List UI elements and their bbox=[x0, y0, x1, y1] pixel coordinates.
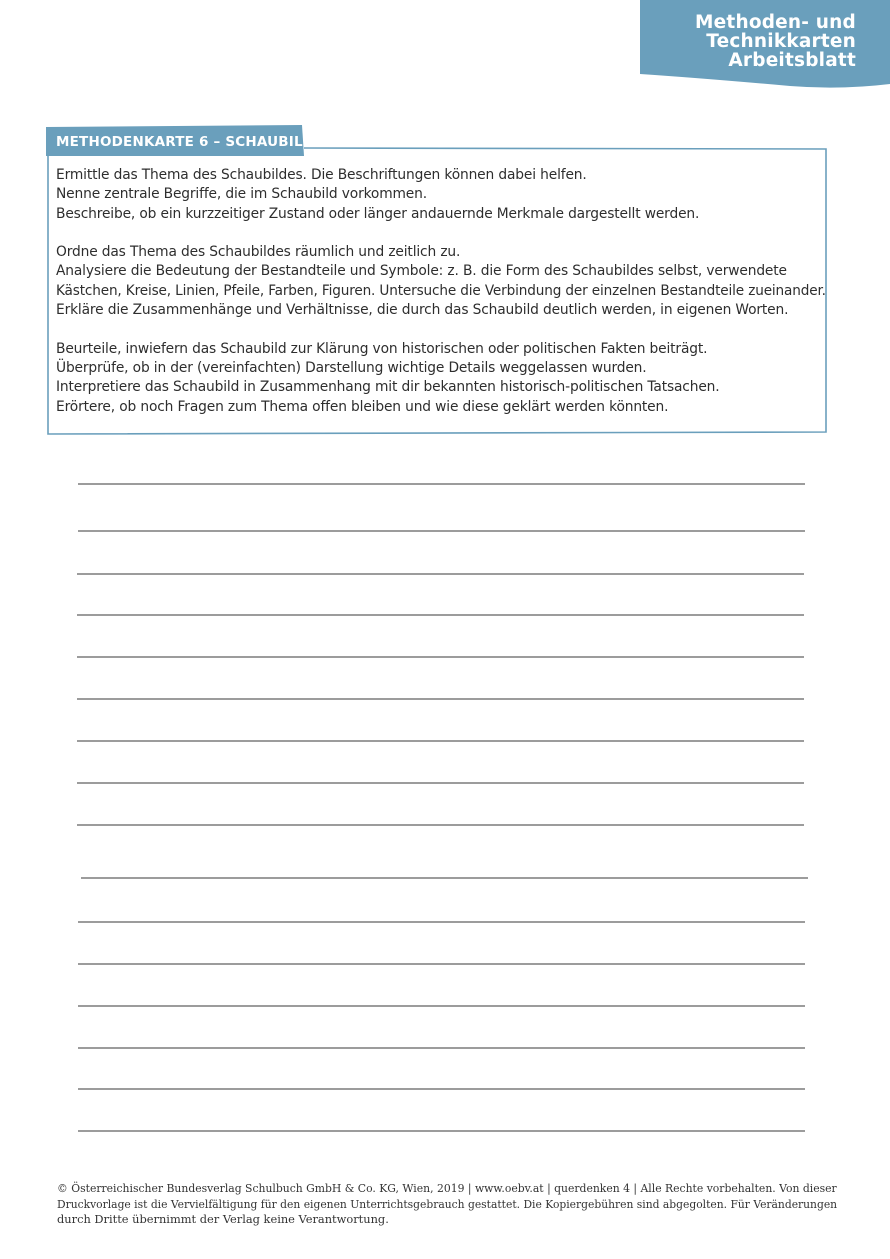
instruction-line: Ordne das Thema des Schaubildes räumlich und zeitlich zu. bbox=[56, 244, 461, 261]
instruction-paragraph bbox=[56, 243, 826, 320]
instruction-line: Erkläre die Zusammenhänge und Verhältnisse, die durch das Schaubild deutlich werden, in eigenen Worten. bbox=[56, 302, 789, 319]
instruction-line: Überprüfe, ob in der (vereinfachten) Darstellung wichtige Details weggelassen wurden. bbox=[56, 359, 647, 376]
tab-title-line: Technikkarten bbox=[706, 31, 856, 52]
instruction-line: Nenne zentrale Begriffe, die im Schaubild vorkommen. bbox=[56, 186, 427, 203]
copyright-footer bbox=[57, 1181, 837, 1228]
card-instructions bbox=[56, 166, 826, 436]
instruction-line: Erörtere, ob noch Fragen zum Thema offen bleiben und wie diese geklärt werden könnten. bbox=[56, 398, 669, 415]
footer-line: durch Dritte übernimmt der Verlag keine Verantwortung. bbox=[57, 1212, 389, 1227]
instruction-paragraph bbox=[56, 340, 826, 417]
instruction-line: Ermittle das Thema des Schaubildes. Die Beschriftungen können dabei helfen. bbox=[56, 167, 587, 183]
instruction-line: Beschreibe, ob ein kurzzeitiger Zustand oder länger andauernde Merkmale dargestellt werden. bbox=[56, 205, 700, 222]
footer-line: © Österreichischer Bundesverlag Schulbuch GmbH & Co. KG, Wien, 2019 | www.oebv.at | querdenken 4 | Alle Rechte vorbehalten. Von dieser bbox=[57, 1181, 837, 1195]
worksheet-type-tab bbox=[640, 0, 890, 90]
tab-title-line: Methoden- und bbox=[695, 12, 856, 33]
footer-line: Druckvorlage ist die Vervielfältigung für den eigenen Unterrichtsgebrauch gestattet. Die Kopiergebühren sind abgegolten. Für Veränderungen bbox=[57, 1196, 838, 1211]
instruction-line: Interpretiere das Schaubild in Zusammenhang mit dir bekannten historisch-politischen Tatsachen. bbox=[56, 379, 720, 396]
instruction-line: Beurteile, inwiefern das Schaubild zur Klärung von historischen oder politischen Fakten beiträgt. bbox=[56, 340, 708, 357]
card-title: METHODENKARTE 6 – SCHAUBILD bbox=[56, 134, 315, 150]
instruction-paragraph bbox=[56, 166, 826, 224]
tab-title bbox=[695, 13, 856, 70]
tab-title-line: Arbeitsblatt bbox=[728, 50, 856, 71]
instruction-line: Kästchen, Kreise, Linien, Pfeile, Farben, Figuren. Untersuche die Verbindung der einzelnen Bestandteile zueinander. bbox=[56, 282, 826, 299]
instruction-line: Analysiere die Bedeutung der Bestandteile und Symbole: z. B. die Form des Schaubildes selbst, verwendete bbox=[56, 263, 787, 280]
